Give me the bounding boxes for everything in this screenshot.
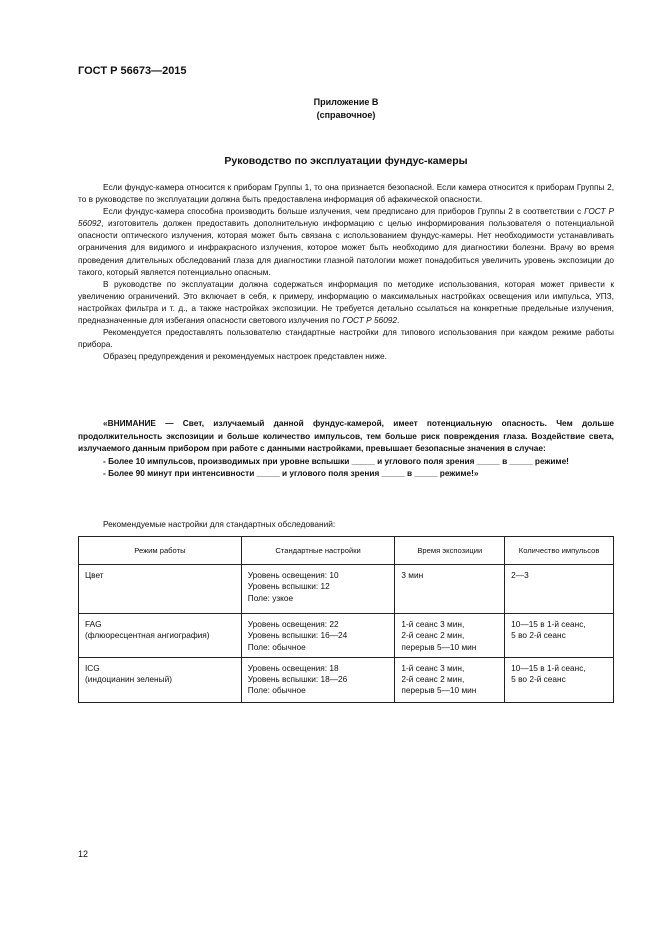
- paragraph-2-text-b: , изготовитель должен предоставить дополнительную информацию с целью информирования пользователя о потенциальной опасности оптического излучения, которая может быть связана с использованием фундус-камеры. Нет необходимости устанавливать ограничения для видимого и инфракрасного излучения, которое может быть необходимо для диагностики болезни. Врачу во время проведения длительных обследований глаза для диагностики глазной патологии может понадобиться увеличить уровень экспозиции до такого, который является потенциально опасным.: [78, 218, 614, 277]
- standard-reference: ГОСТ Р 56092: [78, 206, 614, 229]
- cell-exposure-time: [395, 657, 505, 702]
- cell-line: перерыв 5—10 мин: [401, 685, 477, 696]
- cell-line: Уровень освещения: 10: [247, 570, 339, 580]
- cell-line: 2-й сеанс 2 мин,: [401, 630, 465, 641]
- recommended-settings-table: [78, 536, 614, 703]
- paragraph-3-text-a: В руководстве по эксплуатации должна содержаться информация по методике использования, которая может привести к увеличению ограничений. Это включает в себя, к примеру, информацию о максимальных настройках освещения или импульса, УПЗ, настройках фильтра и т. д., а также настройках экспозиции. Не требуется детально ссылаться на конкретные предельные излучения, предназначенные для избегания опасности светового излучения по: [78, 278, 614, 326]
- column-header-exposure-time: Время экспозиции: [395, 537, 505, 565]
- cell-line: 5 во 2-й сеанс: [511, 674, 566, 685]
- paragraph-3-text-b: .: [397, 315, 400, 326]
- cell-line: FAG: [85, 619, 102, 629]
- cell-line: Поле: узкое: [247, 592, 294, 603]
- annex-heading: [78, 96, 614, 122]
- cell-pulse-count: [505, 657, 614, 702]
- cell-line: 2—3: [511, 570, 529, 580]
- page-number: 12: [78, 849, 89, 859]
- table-header-row: [79, 537, 614, 565]
- cell-settings: [241, 614, 395, 658]
- cell-line: 10—15 в 1-й сеанс,: [511, 619, 586, 629]
- cell-settings: [241, 565, 395, 614]
- cell-pulse-count: [505, 565, 614, 614]
- cell-line: Уровень вспышки: 12: [247, 581, 330, 592]
- cell-line: Уровень освещения: 18: [247, 662, 339, 673]
- cell-mode: [79, 657, 242, 702]
- section-title: Руководство по эксплуатации фундус-камеры: [224, 155, 468, 167]
- cell-line: 2-й сеанс 2 мин,: [401, 674, 465, 685]
- annex-label: Приложение В: [313, 97, 379, 107]
- cell-line: 10—15 в 1-й сеанс,: [511, 662, 586, 673]
- cell-line: перерыв 5—10 мин: [401, 641, 477, 652]
- paragraph-5: Образец предупреждения и рекомендуемых настроек представлен ниже.: [103, 351, 387, 362]
- cell-line: Цвет: [85, 570, 104, 580]
- table-caption: Рекомендуемые настройки для стандартных обследований:: [103, 519, 336, 529]
- column-header-settings: Стандартные настройки: [241, 537, 395, 565]
- cell-settings: [241, 657, 395, 702]
- document-standard-header: ГОСТ Р 56673—2015: [78, 65, 187, 77]
- table-row: [79, 565, 614, 614]
- warning-item-2: - Более 90 минут при интенсивности _____ и углового поля зрения _____ в _____ режиме!»: [103, 468, 479, 479]
- cell-exposure-time: [395, 565, 505, 614]
- cell-line: Уровень освещения: 22: [247, 619, 339, 629]
- annex-type: (справочное): [316, 110, 376, 120]
- cell-line: (индоцианин зеленый): [85, 674, 172, 685]
- paragraph-2-text-a: Если фундус-камера способна производить больше излучения, чем предписано для приборов Группы 2 в соответствии с: [103, 206, 582, 217]
- cell-line: Уровень вспышки: 16—24: [247, 630, 348, 641]
- cell-line: 3 мин: [401, 570, 424, 580]
- cell-mode: [79, 565, 242, 614]
- warning-item-1: - Более 10 импульсов, производимых при уровне вспышки _____ и углового поля зрения _____ в _____ режиме!: [103, 455, 569, 466]
- paragraph-4: Рекомендуется предоставлять пользователю стандартные настройки для типового использования при каждом режиме работы прибора.: [78, 327, 614, 350]
- cell-line: Поле: обычное: [247, 641, 306, 652]
- warning-intro: «ВНИМАНИЕ — Свет, излучаемый данной фундус-камерой, имеет потенциальную опасность. Чем дольше продолжительность экспозиции и больше количество импульсов, тем больше риск повреждения глаза. Воздействие света, излучаемого данным прибором при работе с данными настройками, превышает безопасные значения в случае:: [78, 418, 614, 454]
- column-header-pulse-count: Количество импульсов: [505, 537, 614, 565]
- cell-line: 1-й сеанс 3 мин,: [401, 662, 465, 673]
- paragraph-2: [78, 205, 614, 278]
- standard-reference: ГОСТ Р 56092: [342, 315, 398, 326]
- cell-pulse-count: [505, 614, 614, 658]
- column-header-mode: Режим работы: [79, 537, 242, 565]
- paragraph-1: Если фундус-камера относится к приборам Группы 1, то она признается безопасной. Если камера относится к приборам Группы 2, то в руководстве по эксплуатации должна быть предоставлена информация об афакической опасности.: [78, 182, 614, 205]
- cell-line: 5 во 2-й сеанс: [511, 630, 566, 641]
- table-row: [79, 614, 614, 658]
- table-row: [79, 657, 614, 702]
- cell-line: (флюоресцентная ангиография): [85, 630, 210, 641]
- cell-mode: [79, 614, 242, 658]
- paragraph-3: [78, 278, 614, 326]
- warning-block: [78, 417, 614, 480]
- cell-line: 1-й сеанс 3 мин,: [401, 619, 465, 629]
- cell-line: Поле: обычное: [247, 685, 306, 696]
- body-text: [78, 181, 614, 362]
- cell-line: Уровень вспышки: 18—26: [247, 674, 348, 685]
- cell-exposure-time: [395, 614, 505, 658]
- cell-line: ICG: [85, 662, 100, 673]
